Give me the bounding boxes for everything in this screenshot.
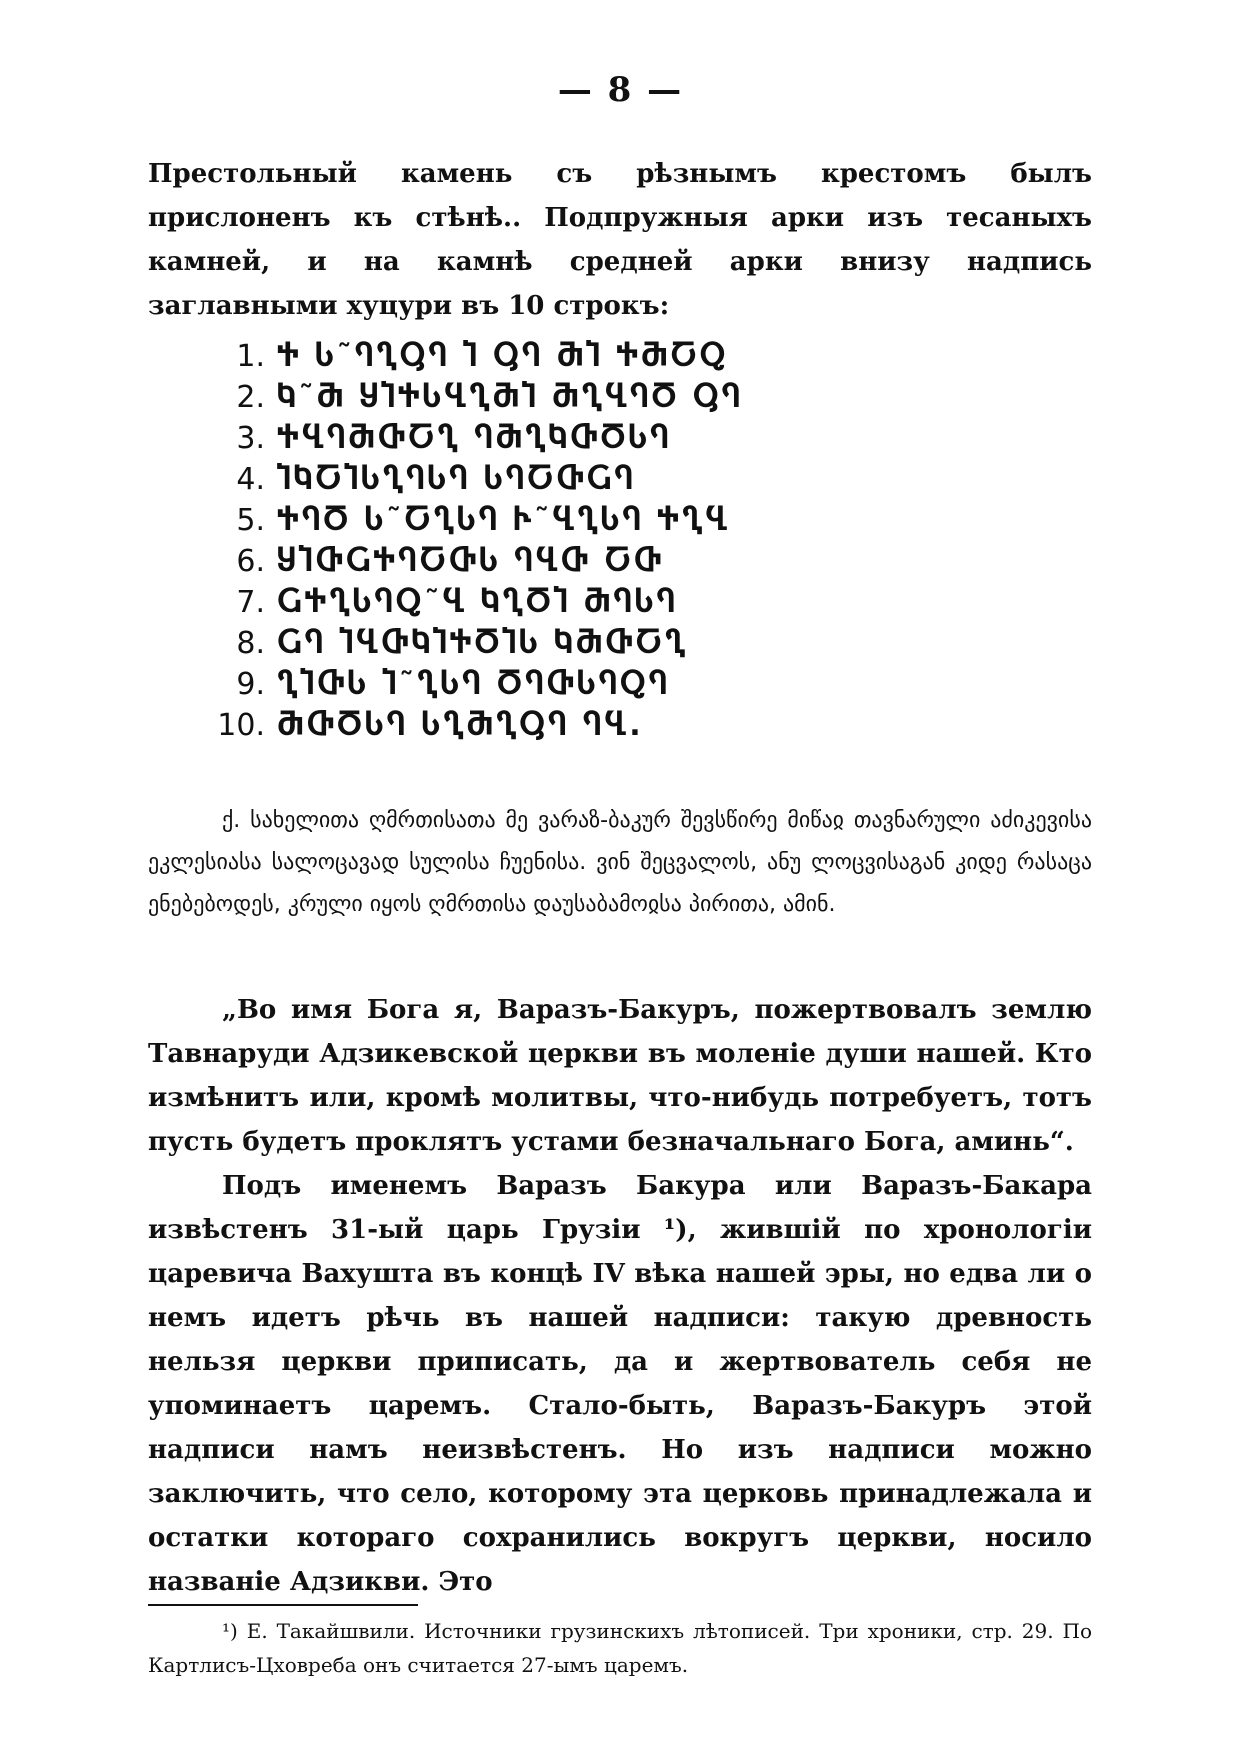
khutsuri-text: ႢႨႧႱ Ⴈ˜ႢႱႤ ႣႤႧႱႤႭႤ bbox=[277, 667, 670, 702]
inscription-line-6 bbox=[205, 541, 905, 582]
paragraph-translation: „Во имя Бога я, Варазъ-Бакуръ, пожертвовалъ землю Тавнаруди Адзикевской церкви въ моленіе души нашей. Кто измѣнитъ или, кромѣ молитвы, что-нибудь потребуетъ, тотъ пусть будетъ проклятъ устами безначальнаго Бога, аминь“. bbox=[148, 995, 1092, 1157]
line-number: 2. bbox=[236, 380, 265, 415]
line-number: 3. bbox=[236, 421, 265, 456]
inscription-line-7 bbox=[205, 582, 905, 623]
line-number: 10. bbox=[217, 708, 265, 743]
inscription-line-2 bbox=[205, 377, 905, 418]
inscription-line-10 bbox=[205, 705, 905, 746]
line-number: 6. bbox=[236, 544, 265, 579]
line-number: 7. bbox=[236, 585, 265, 620]
inscription-lines bbox=[205, 336, 905, 746]
inscription-line-9 bbox=[205, 664, 905, 705]
paragraph-commentary: Подъ именемъ Варазъ Бакура или Варазъ-Бакара извѣстенъ 31-ый царь Грузіи ¹), жившій по хронологіи царевича Вахушта въ концѣ IV вѣка нашей эры, но едва ли о немъ идетъ рѣчь въ нашей надписи: такую древность нельзя церкви приписать, да и жертвователь себя не упоминаетъ царемъ. Стало-быть, Варазъ-Бакуръ этой надписи намъ неизвѣстенъ. Но изъ надписи можно заключить, что село, которому эта церковь принадлежала и остатки котораго сохранились вокругъ церкви, носило названіе Адзикви. Это bbox=[148, 1171, 1092, 1597]
khutsuri-text: ႸႨႧႺႵႤႠႧႱ ႤႡႧ ႠႧ bbox=[277, 544, 665, 579]
inscription-line-5 bbox=[205, 500, 905, 541]
page-number: — 8 — bbox=[557, 70, 684, 110]
line-number: 1. bbox=[236, 339, 265, 374]
line-number: 8. bbox=[236, 626, 265, 661]
footnote: ¹) Е. Такайшвили. Источники грузинскихъ лѣтописей. Три хроники, стр. 29. По Картлисъ-Цховреба онъ считается 27-ымъ царемъ. bbox=[148, 1619, 1092, 1677]
khutsuri-text: ႺႤ ႨႡႧႩႨႵႣႨႱ ႩႫႧႠႢ bbox=[277, 626, 689, 661]
khutsuri-text: ႵႤႣ Ⴑ˜ႠႢႱႤ Ⴡ˜ႡႢႱႤ ႵႢႡ bbox=[277, 503, 731, 538]
paragraph-intro: Престольный камень съ рѣзнымъ крестомъ былъ прислоненъ къ стѣнѣ.. Подпружныя арки изъ тесаныхъ камней, и на камнѣ средней арки внизу надпись заглавными хуцури въ 10 строкъ: bbox=[148, 159, 1092, 321]
georgian-transcription: ქ. სახელითა ღმრთისათა მე ვარაზ-ბაკურ შევსწირე მიწაჲ თავნარული აძიკევისა ეკლესიასა სალოცავად სულისა ჩუენისა. ვინ შეცვალოს, ანუ ლოცვისაგან კიდე რასაცა ენებებოდეს, კრული იყოს ღმრთისა დაუსაბამოჲსა პირითა, ამინ. bbox=[148, 808, 1092, 917]
khutsuri-text: Ⴉ˜Ⴋ ႸႨႵႱႡႢႫႨ ႫႢႡႤႣ ႳႤ bbox=[277, 380, 743, 415]
khutsuri-text: Ⴕ Ⴑ˜ႤႢႳႤ Ⴈ ႳႤ ႫႨ ႵႫႠႭ bbox=[277, 339, 729, 374]
khutsuri-text: ႵႡႤႫႧႠႢ ႤႫႢႩႧႣႱႤ bbox=[277, 421, 672, 456]
inscription-line-1 bbox=[205, 336, 905, 377]
inscription-line-8 bbox=[205, 623, 905, 664]
khutsuri-text: ႫႧႣႱႤ ႱႢႫႢႳႤ ႤႡ. bbox=[277, 708, 644, 743]
inscription-line-4 bbox=[205, 459, 905, 500]
footnote-divider bbox=[148, 1604, 418, 1606]
inscription-line-3 bbox=[205, 418, 905, 459]
line-number: 4. bbox=[236, 462, 265, 497]
khutsuri-text: ႺႵႢႱႤႭ˜Ⴁ ႩႢႣႨ ႫႤႱႤ bbox=[277, 585, 678, 620]
line-number: 9. bbox=[236, 667, 265, 702]
line-number: 5. bbox=[236, 503, 265, 538]
khutsuri-text: ႨႩႠႨႱႢႤႱႤ ႱႤႠႧႺႤ bbox=[277, 462, 636, 497]
